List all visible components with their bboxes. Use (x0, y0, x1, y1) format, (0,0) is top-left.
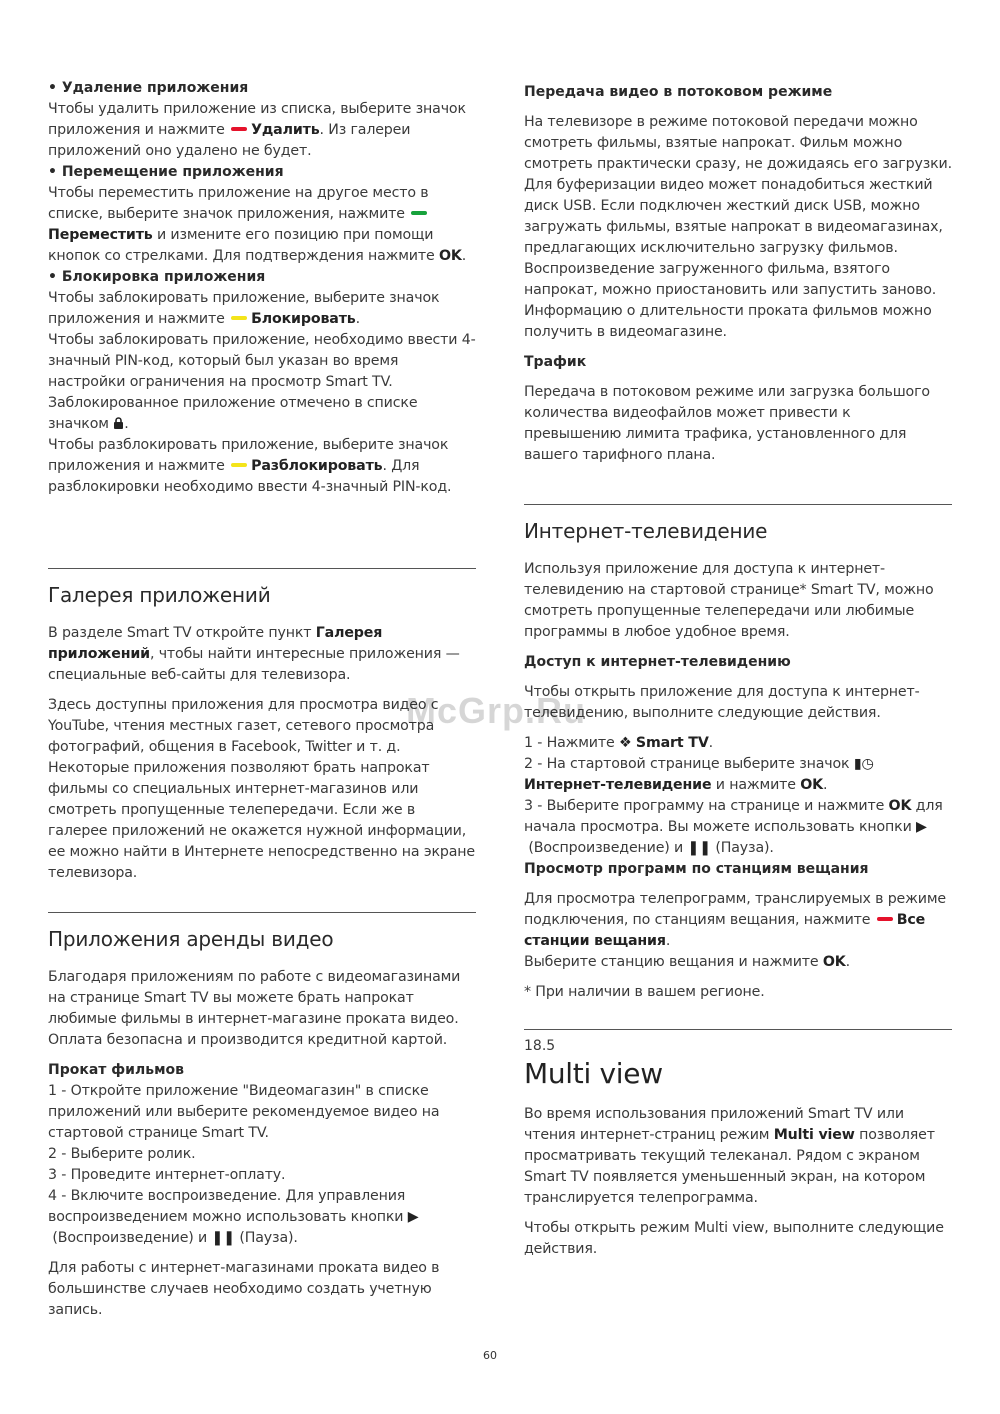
streaming-subheading: Передача видео в потоковом режиме (524, 84, 833, 100)
multiview-heading: Multi view (524, 1057, 663, 1090)
remove-app-text: Чтобы удалить приложение из списка, выберите значок приложения и нажмите Удалить. Из галереи приложений оно удалено не будет. (48, 101, 466, 159)
play-icon: ▶ (916, 819, 927, 835)
multiview-text-2: Чтобы открыть режим Multi view, выполните следующие действия. (524, 1220, 944, 1257)
rental-step-1: 1 - Откройте приложение "Видеомагазин" в списке приложений или выберите рекомендуемое видео на стартовой странице Smart TV. (48, 1083, 440, 1141)
rental-text-1: Благодаря приложениям по работе с видеомагазинами на странице Smart TV вы можете брать напрокат любимые фильмы в интернет-магазине проката видео. Оплата безопасна и производится кредитной картой. (48, 969, 461, 1048)
unlock-app-text: Чтобы разблокировать приложение, выберите значок приложения и нажмите Разблокировать. Для разблокировки необходимо ввести 4-значный PIN-код. (48, 437, 452, 495)
traffic-subheading: Трафик (524, 354, 587, 370)
internet-tv-step-2: 2 - На стартовой странице выберите значок ▮◷ Интернет-телевидение и нажмите OK. (524, 756, 874, 793)
rental-step-2: 2 - Выберите ролик. (48, 1146, 196, 1162)
internet-tv-heading: Интернет-телевидение (524, 519, 768, 543)
traffic-text: Передача в потоковом режиме или загрузка большого количества видеофайлов может привести к превышению лимита трафика, установленного для вашего тарифного плана. (524, 384, 930, 463)
gallery-heading: Галерея приложений (48, 583, 271, 607)
rental-step-3: 3 - Проведите интернет-оплату. (48, 1167, 286, 1183)
multiview-text-1: Во время использования приложений Smart TV или чтения интернет-страниц режим Multi view позволяет просматривать текущий телеканал. Рядом с экраном Smart TV появляется уменьшенный экран, на котором транслируется телепрограмма. (524, 1106, 935, 1206)
streaming-text: На телевизоре в режиме потоковой передачи можно смотреть фильмы, взятые напрокат. Фильм можно смотреть практически сразу, не дожидаясь его загрузки. Для буферизации видео может понадобиться жесткий диск USB. Если подключен жесткий диск USB, можно загружать фильмы, взятые напрокат в видеомагазинах, предлагающих исключительно загрузку фильмов. Воспроизведение загруженного фильма, взятого напрокат, можно приостановить или запустить заново. Информацию о длительности проката фильмов можно получить в видеомагазине. (524, 114, 952, 340)
move-app-title: • Перемещение приложения (48, 164, 284, 180)
internet-tv-text-1: Используя приложение для доступа к интернет-телевидению на стартовой странице* Smart TV, можно смотреть пропущенные телепередачи или любимые программы в любое удобное время. (524, 561, 934, 640)
internet-tv-icon: ▮◷ (853, 756, 874, 772)
move-app-text: Чтобы переместить приложение на другое место в списке, выберите значок приложения, нажмите Переместить и измените его позицию при помощи кнопок со стрелками. Для подтверждения нажмите OK. (48, 185, 467, 264)
yellow-key-icon (231, 463, 247, 467)
internet-tv-step-3: 3 - Выберите программу на странице и нажмите OK для начала просмотра. Вы можете использовать кнопки ▶ (Воспроизведение) и ❚❚ (Пауза). (524, 798, 943, 856)
lock-app-text: Чтобы заблокировать приложение, выберите значок приложения и нажмите Блокировать. (48, 290, 440, 327)
gallery-text-1: В разделе Smart TV откройте пункт Галерея приложений, чтобы найти интересные приложения — специальные веб-сайты для телевизора. (48, 625, 460, 683)
padlock-icon (113, 416, 124, 432)
rental-heading: Приложения аренды видео (48, 927, 334, 951)
right-column (524, 78, 952, 1260)
rental-step-4: 4 - Включите воспроизведение. Для управления воспроизведением можно использовать кнопки ▶ (Воспроизведение) и ❚❚ (Пауза). (48, 1188, 419, 1246)
red-key-icon (231, 127, 247, 131)
play-icon: ▶ (407, 1209, 419, 1225)
rental-subheading: Прокат фильмов (48, 1062, 185, 1078)
green-key-icon (411, 211, 427, 215)
lock-app-title: • Блокировка приложения (48, 269, 266, 285)
broadcast-subheading: Просмотр программ по станциям вещания (524, 861, 869, 877)
yellow-key-icon (231, 316, 247, 320)
pause-icon: ❚❚ (687, 840, 711, 856)
page-number: 60 (483, 1349, 497, 1362)
internet-tv-access-subheading: Доступ к интернет-телевидению (524, 654, 791, 670)
region-note: * При наличии в вашем регионе. (524, 984, 765, 1000)
internet-tv-text-2: Чтобы открыть приложение для доступа к интернет-телевидению, выполните следующие действия. (524, 684, 920, 721)
smart-tv-icon: ❖ (618, 735, 632, 751)
rental-text-2: Для работы с интернет-магазинами проката видео в большинстве случаев необходимо создать учетную запись. (48, 1260, 440, 1318)
gallery-text-2: Здесь доступны приложения для просмотра видео с YouTube, чтения местных газет, сетевого просмотра фотографий, общения в Facebook, Twitter и т. д. Некоторые приложения позволяют брать напрокат фильмы со специальных интернет-магазинов или смотреть пропущенные телепередачи. Если же в галерее приложений не окажется нужной информации, ее можно найти в Интернете непосредственно на экране телевизора. (48, 697, 475, 881)
broadcast-select-text: Выберите станцию вещания и нажмите OK. (524, 954, 850, 970)
watermark: McGrp.Ru (406, 690, 587, 731)
pause-icon: ❚❚ (211, 1230, 235, 1246)
red-key-icon (877, 917, 893, 921)
lock-app-pin-text: Чтобы заблокировать приложение, необходимо ввести 4-значный PIN-код, который был указан во время настройки ограничения на просмотр Smart TV. Заблокированное приложение отмечено в списке значком . (48, 332, 476, 432)
broadcast-text: Для просмотра телепрограмм, транслируемых в режиме подключения, по станциям вещания, нажмите Все станции вещания. (524, 891, 946, 949)
section-number: 18.5 (524, 1038, 556, 1054)
remove-app-title: • Удаление приложения (48, 80, 249, 96)
internet-tv-step-1: 1 - Нажмите ❖ Smart TV. (524, 735, 714, 751)
